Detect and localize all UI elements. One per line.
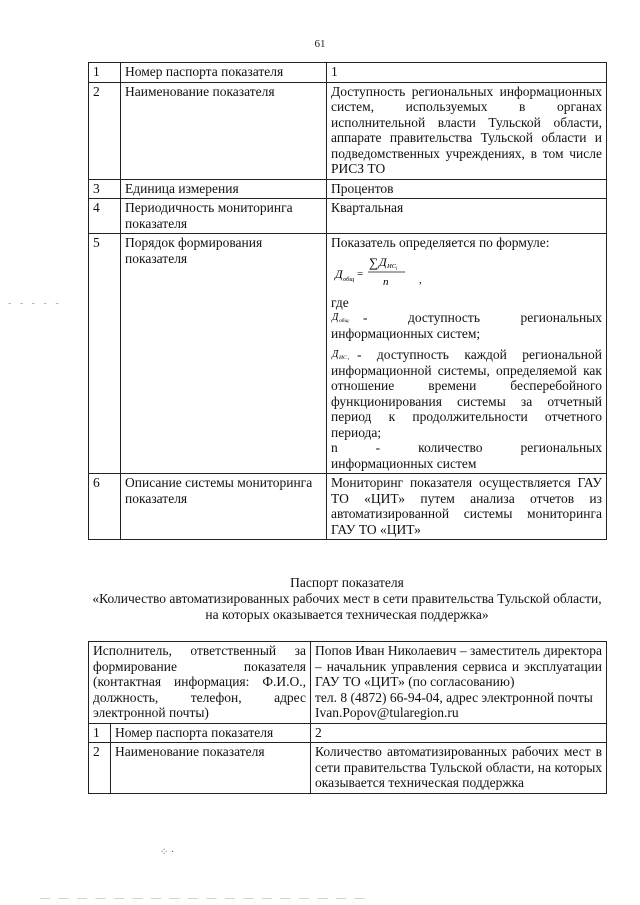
passport-table-2 xyxy=(88,641,607,794)
heading-text: Паспорт показателя xyxy=(290,575,404,590)
svg-text:Д: Д xyxy=(335,266,343,281)
table-row xyxy=(89,82,607,179)
formula-graphic xyxy=(333,253,443,293)
row-label: Наименование показателя xyxy=(111,743,311,794)
svg-text:ИС: ИС xyxy=(339,355,347,361)
formula-def-each xyxy=(331,347,602,440)
def-text: - доступность региональных информационных систем; xyxy=(331,310,602,341)
symbol-d-total xyxy=(331,310,363,324)
table-row xyxy=(89,642,607,724)
svg-text:=: = xyxy=(357,267,364,280)
svg-text:i: i xyxy=(348,356,350,361)
row-label: Номер паспорта показателя xyxy=(111,723,311,743)
table-row xyxy=(89,179,607,199)
row-label: Единица измерения xyxy=(121,179,327,199)
formula-cell xyxy=(327,234,607,474)
responsible-value: Попов Иван Николаевич – заместитель директора – начальник управления сервиса и эксплуатации ГАУ ТО «ЦИТ» (по согласованию) xyxy=(315,643,603,689)
passport-table-1 xyxy=(88,62,607,540)
symbol-d-each xyxy=(331,347,357,361)
row-label: Наименование показателя xyxy=(121,82,327,179)
responsible-cell xyxy=(311,642,607,724)
passport-heading xyxy=(88,575,606,623)
table-row xyxy=(89,474,607,540)
row-value: Доступность региональных информационных систем, используемых в органах исполнительной власти Тульской области, аппарате правительства Тульской области и подведомственных учреждениях, в том числе РИСЗ ТО xyxy=(327,82,607,179)
table-row xyxy=(89,234,607,474)
row-value: 1 xyxy=(327,63,607,83)
row-label: Периодичность мониторинга показателя xyxy=(121,199,327,234)
formula-def-total xyxy=(331,310,602,341)
row-number: 2 xyxy=(89,743,111,794)
row-number: 2 xyxy=(89,82,121,179)
svg-text:Д: Д xyxy=(332,349,339,360)
row-number: 6 xyxy=(89,474,121,540)
scan-artifact: ⁘ · xyxy=(160,847,175,858)
row-label: Номер паспорта показателя xyxy=(121,63,327,83)
svg-text:,: , xyxy=(419,273,422,286)
svg-text:общ: общ xyxy=(339,318,349,324)
passport-title: «Количество автоматизированных рабочих мест в сети правительства Тульской области, на которых оказывается техническая поддержка» xyxy=(92,591,602,622)
row-value: Квартальная xyxy=(327,199,607,234)
svg-text:i: i xyxy=(396,266,398,272)
responsible-label: Исполнитель, ответственный за формирование показателя (контактная информация: Ф.И.О., должность, телефон, адрес электронной почты) xyxy=(89,642,311,724)
row-value: Процентов xyxy=(327,179,607,199)
left-edge-marks: - - - - - xyxy=(8,298,62,309)
row-number: 5 xyxy=(89,234,121,474)
row-value: Мониторинг показателя осуществляется ГАУ ТО «ЦИТ» путем анализа отчетов из автоматизированной системы мониторинга ГАУ ТО «ЦИТ» xyxy=(327,474,607,540)
row-value: 2 xyxy=(311,723,607,743)
table-row xyxy=(89,199,607,234)
svg-text:n: n xyxy=(383,275,389,288)
row-number: 1 xyxy=(89,63,121,83)
responsible-contact: тел. 8 (4872) 66-94-04, адрес электронной почты Ivan.Popov@tularegion.ru xyxy=(315,689,593,720)
svg-text:ИС: ИС xyxy=(387,262,397,270)
table-row xyxy=(89,63,607,83)
row-label: Описание системы мониторинга показателя xyxy=(121,474,327,540)
table-row xyxy=(89,743,607,794)
svg-text:Д: Д xyxy=(379,254,387,269)
def-text: - доступность каждой региональной информационной системы, определяемой как отношение времени бесперебойного функционирования системы за отчетный период к продолжительности отчетного периода; xyxy=(331,347,602,440)
formula-intro: Показатель определяется по формуле: xyxy=(331,235,550,250)
svg-text:∑: ∑ xyxy=(369,254,379,270)
formula-where: где xyxy=(331,294,349,310)
table-row xyxy=(89,723,607,743)
bottom-edge-marks: — — — — — — — — — — — — — — — — — — xyxy=(40,893,368,904)
row-number: 1 xyxy=(89,723,111,743)
row-value: Количество автоматизированных рабочих мест в сети правительства Тульской области, на которых оказывается техническая поддержка xyxy=(311,743,607,794)
row-label: Порядок формирования показателя xyxy=(121,234,327,474)
row-number: 4 xyxy=(89,199,121,234)
formula-def-n: n - количество региональных информационных систем xyxy=(331,440,602,471)
row-number: 3 xyxy=(89,179,121,199)
svg-text:общ: общ xyxy=(343,275,355,283)
formula-image xyxy=(333,253,602,293)
svg-text:Д: Д xyxy=(332,312,339,323)
page-number: 61 xyxy=(314,38,326,50)
